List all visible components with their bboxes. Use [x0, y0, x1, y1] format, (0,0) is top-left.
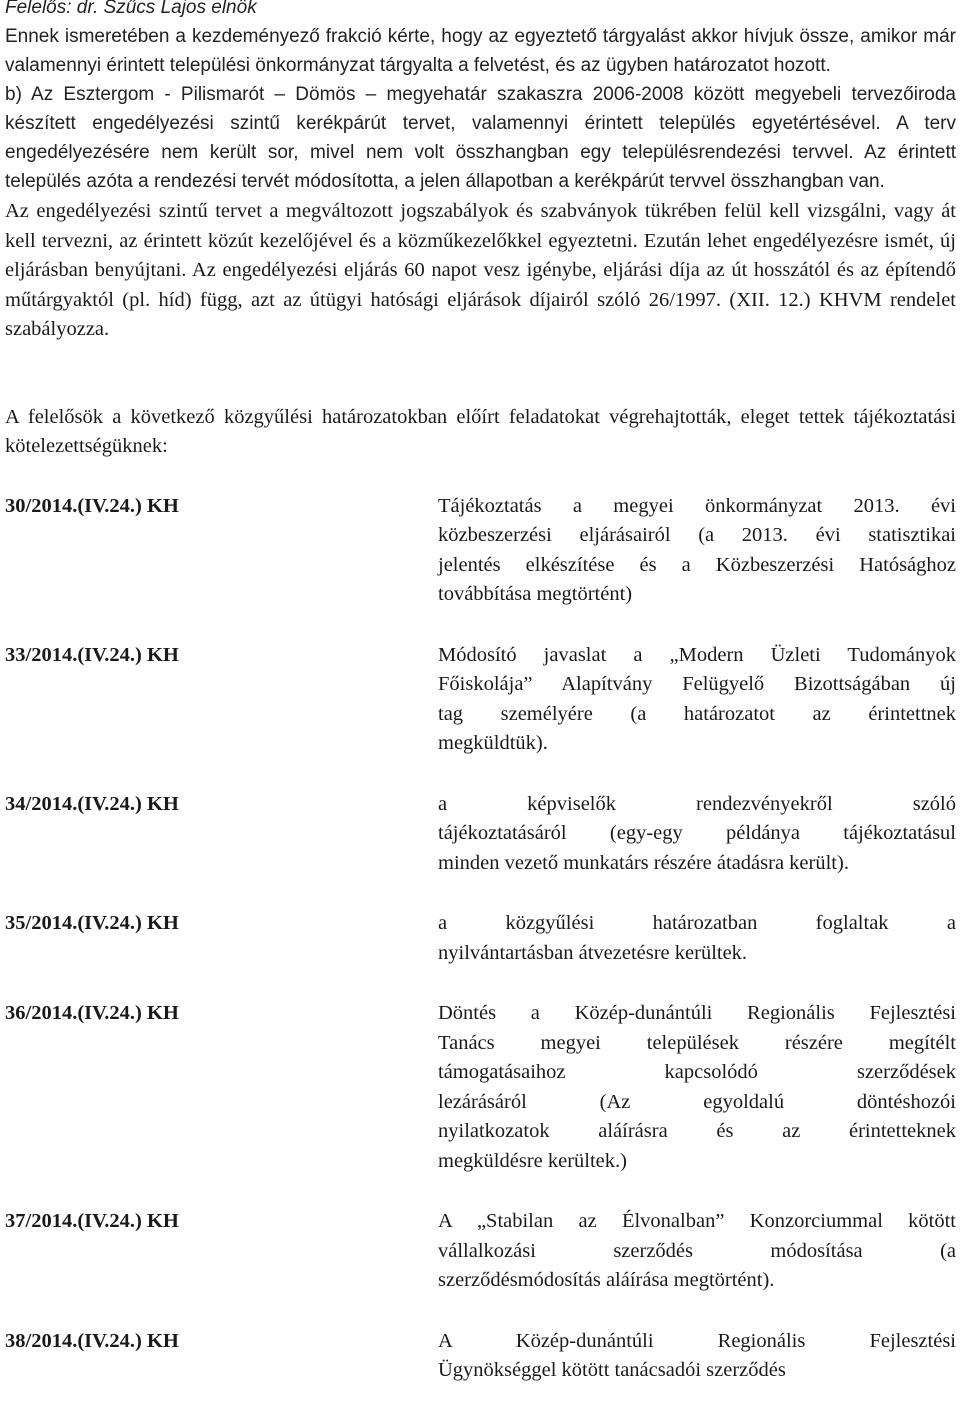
resolution-id: 30/2014.(IV.24.) KH: [5, 494, 179, 517]
resolution-id: 36/2014.(IV.24.) KH: [5, 1002, 179, 1024]
resolution-description: [438, 492, 956, 610]
resolution-description-line: nyilvántartásban átvezetésre kerültek.: [438, 941, 748, 964]
intro-paragraph: Ennek ismeretében a kezdeményező frakció kérte, hogy az egyeztető tárgyalást akkor hívjuk össze, amikor már valamennyi érintett települési önkormányzat tárgyalta a felvetést, és az ügyben határozatot hozott.: [5, 26, 956, 76]
resolution-description-line: Tájékoztatás a megyei önkormányzat 2013. évi: [438, 494, 956, 517]
resolution-description-line: közbeszerzési eljárásairól (a 2013. évi statisztikai: [438, 524, 956, 546]
resolution-description: [438, 1327, 956, 1386]
resolution-description-line: Tanács megyei települések részére megítélt: [438, 1031, 956, 1054]
resolution-row: [5, 999, 956, 1176]
resolution-description-line: támogatásaihoz kapcsolódó szerződések: [438, 1061, 956, 1083]
resolution-id: 33/2014.(IV.24.) KH: [5, 643, 179, 666]
resolution-id: 38/2014.(IV.24.) KH: [5, 1329, 179, 1352]
resolution-description: [438, 790, 956, 879]
resolution-description-line: megküldtük).: [438, 732, 548, 754]
resolution-row: [5, 790, 956, 879]
resolution-description-line: A Közép-dunántúli Regionális Fejlesztési: [438, 1329, 956, 1352]
document-page: [5, 0, 956, 1386]
resolution-description: [438, 1207, 956, 1296]
resolution-description-line: nyilatkozatok aláírásra és az érintetteknek: [438, 1120, 956, 1142]
resolution-description-line: szerződésmódosítás aláírása megtörtént).: [438, 1269, 775, 1291]
resolution-description-line: vállalkozási szerződés módosítása (a: [438, 1239, 956, 1262]
resolution-description: [438, 909, 956, 968]
resolution-id: 34/2014.(IV.24.) KH: [5, 792, 179, 815]
resolution-row: [5, 909, 956, 968]
resolution-description-line: minden vezető munkatárs részére átadásra került).: [438, 851, 849, 874]
responsible-line: Felelős: dr. Szűcs Lajos elnök: [5, 0, 257, 18]
responsible-summary-paragraph: A felelősök a következő közgyűlési határozatokban előírt feladatokat végrehajtották, eleget tettek tájékoztatási kötelezettségüknek:: [5, 405, 956, 457]
resolution-row: [5, 1327, 956, 1386]
resolution-description-line: Módosító javaslat a „Modern Üzleti Tudományok: [438, 643, 956, 666]
resolution-row: [5, 641, 956, 759]
resolution-description-line: jelentés elkészítése és a Közbeszerzési Hatósághoz: [438, 553, 956, 576]
resolution-id: 37/2014.(IV.24.) KH: [5, 1210, 179, 1232]
resolution-description-line: Ügynökséggel kötött tanácsadói szerződés: [438, 1359, 786, 1381]
resolution-description-line: Főiskolája” Alapítvány Felügyelő Bizottságában új: [438, 673, 956, 695]
resolution-description: [438, 999, 956, 1176]
resolution-row: [5, 1207, 956, 1296]
resolution-description-line: lezárásáról (Az egyoldalú döntéshozói: [438, 1090, 956, 1113]
resolution-description-line: tag személyére (a határozatot az érintettnek: [438, 702, 956, 725]
section-b-paragraph: b) Az Esztergom - Pilismarót – Dömös – megyehatár szakaszra 2006-2008 között megyebeli tervezőiroda készített engedélyezési szintű kerékpárút tervet, valamennyi érintett település egyetértésével. A terv engedélyezésére nem került sor, mivel nem volt összhangban egy településrendezési tervvel. Az érintett település azóta a rendezési tervét módosította, a jelen állapotban a kerékpárút tervvel összhangban van.: [5, 84, 956, 192]
resolution-description-line: megküldésre kerültek.): [438, 1149, 627, 1172]
resolution-row: [5, 492, 956, 610]
resolution-description-line: tájékoztatásáról (egy-egy példánya tájékoztatásul: [438, 822, 956, 844]
resolution-description-line: Döntés a Közép-dunántúli Regionális Fejlesztési: [438, 1002, 956, 1024]
resolution-description-line: a közgyűlési határozatban foglaltak a: [438, 912, 956, 934]
resolution-id: 35/2014.(IV.24.) KH: [5, 912, 179, 934]
resolution-description: [438, 641, 956, 759]
resolution-list: [5, 492, 956, 1386]
resolution-description-line: A „Stabilan az Élvonalban” Konzorciummal kötött: [438, 1210, 956, 1232]
approval-paragraph: Az engedélyezési szintű tervet a megváltozott jogszabályok és szabványok tükrében felül kell vizsgálni, vagy át kell tervezni, az érintett közút kezelőjével és a közműkezelőkkel egyeztetni. Ezután lehet engedélyezésre ismét, új eljárásban benyújtani. Az engedélyezési eljárás 60 napot vesz igénybe, eljárási díja az út hosszától és az építendő műtárgyaktól (pl. híd) függ, azt az útügyi hatósági eljárások díjairól szóló 26/1997. (XII. 12.) KHVM rendelet szabályozza.: [5, 200, 956, 340]
resolution-description-line: továbbítása megtörtént): [438, 583, 633, 605]
resolution-description-line: a képviselők rendezvényekről szóló: [438, 792, 956, 815]
